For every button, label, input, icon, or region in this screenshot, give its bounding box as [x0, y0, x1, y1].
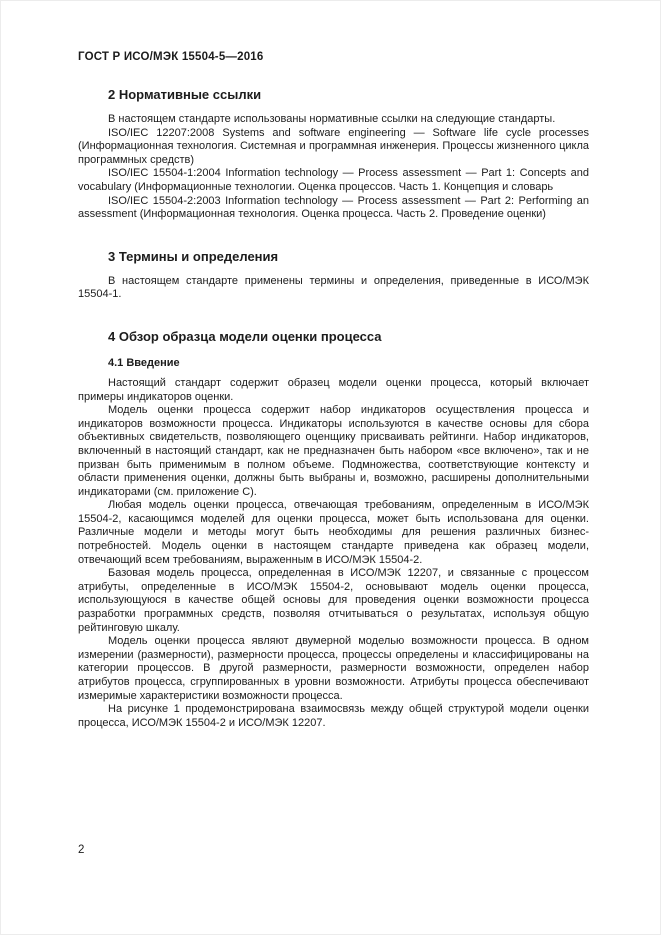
paragraph: В настоящем стандарте использованы нормативные ссылки на следующие стандарты. [108, 113, 556, 125]
document-header: ГОСТ Р ИСО/МЭК 15504-5—2016 [78, 51, 264, 63]
paragraph: Любая модель оценки процесса, отвечающая требованиям, определенным в ИСО/МЭК 15504-2, касающимся моделей для оценки процесса, может быть использована для оценки. Различные модели и методы могут быть необходимы для решения различных бизнес-потребностей. Модель оценки в настоящем стандарте приведена как образец модели, отвечающий всем требованиям, выраженным в ИСО/МЭК 15504-2. [78, 499, 589, 566]
paragraph: В настоящем стандарте применены термины и определения, приведенные в ИСО/МЭК 15504-1. [78, 274, 589, 301]
page-number: 2 [78, 844, 85, 856]
paragraph: Модель оценки процесса содержит набор индикаторов осуществления процесса и индикаторов возможности процесса. Индикаторы используются в качестве основы для сбора объективных свидетельств, позволяющего оценщику присваивать рейтинги. Набор индикаторов, включенный в настоящий стандарт, как не предназначен быть набором «все включено», так и не призван быть применимым в полном объеме. Подмножества, соответствующие контексту и области применения оценки, должны быть выбраны и, возможно, расширены дополнительными индикаторами (см. приложение С). [78, 404, 589, 498]
reference-entry: ISO/IEC 15504-2:2003 Information technology — Process assessment — Part 2: Performing an assessment (Информационная технология. Оценка процесса. Часть 2. Проведение оценки) [78, 194, 589, 221]
paragraph: Базовая модель процесса, определенная в ИСО/МЭК 12207, и связанные с процессом атрибуты, определенные в ИСО/МЭК 15504-2, основывают модель оценки процесса, использующуюся в качестве общей основы для проведения оценки возможности процесса разработки программных средств, позволяя отчитываться о результатах, используя общую рейтинговую шкалу. [78, 567, 589, 634]
reference-entry: ISO/IEC 15504-1:2004 Information technology — Process assessment — Part 1: Concepts and vocabulary (Информационные технологии. Оценка процессов. Часть 1. Концепция и словарь [78, 167, 589, 193]
paragraph: Настоящий стандарт содержит образец модели оценки процесса, который включает примеры индикаторов оценки. [78, 376, 589, 403]
reference-entry: ISO/IEC 12207:2008 Systems and software engineering — Software life cycle processes (Информационная технология. Системная и программная инженерия. Процессы жизненного цикла программных средств) [78, 126, 589, 166]
section-title-model-overview: 4 Обзор образца модели оценки процесса [108, 328, 382, 344]
subsection-title-introduction: 4.1 Введение [108, 356, 180, 369]
paragraph: Модель оценки процесса являют двумерной моделью возможности процесса. В одном измерении (размерности), размерности процесса, процессы определены и классифицированы на категории процессов. В другой размерности, размерности возможности, определен набор атрибутов процесса, сгруппированных в уровни возможности. Атрибуты процесса обеспечивают измеримые характеристики возможности процесса. [78, 635, 589, 702]
section-title-normative-references: 2 Нормативные ссылки [108, 87, 262, 102]
section-title-terms-definitions: 3 Термины и определения [108, 248, 279, 264]
paragraph: На рисунке 1 продемонстрирована взаимосвязь между общей структурой модели оценки процесса, ИСО/МЭК 15504-2 и ИСО/МЭК 12207. [78, 703, 589, 729]
